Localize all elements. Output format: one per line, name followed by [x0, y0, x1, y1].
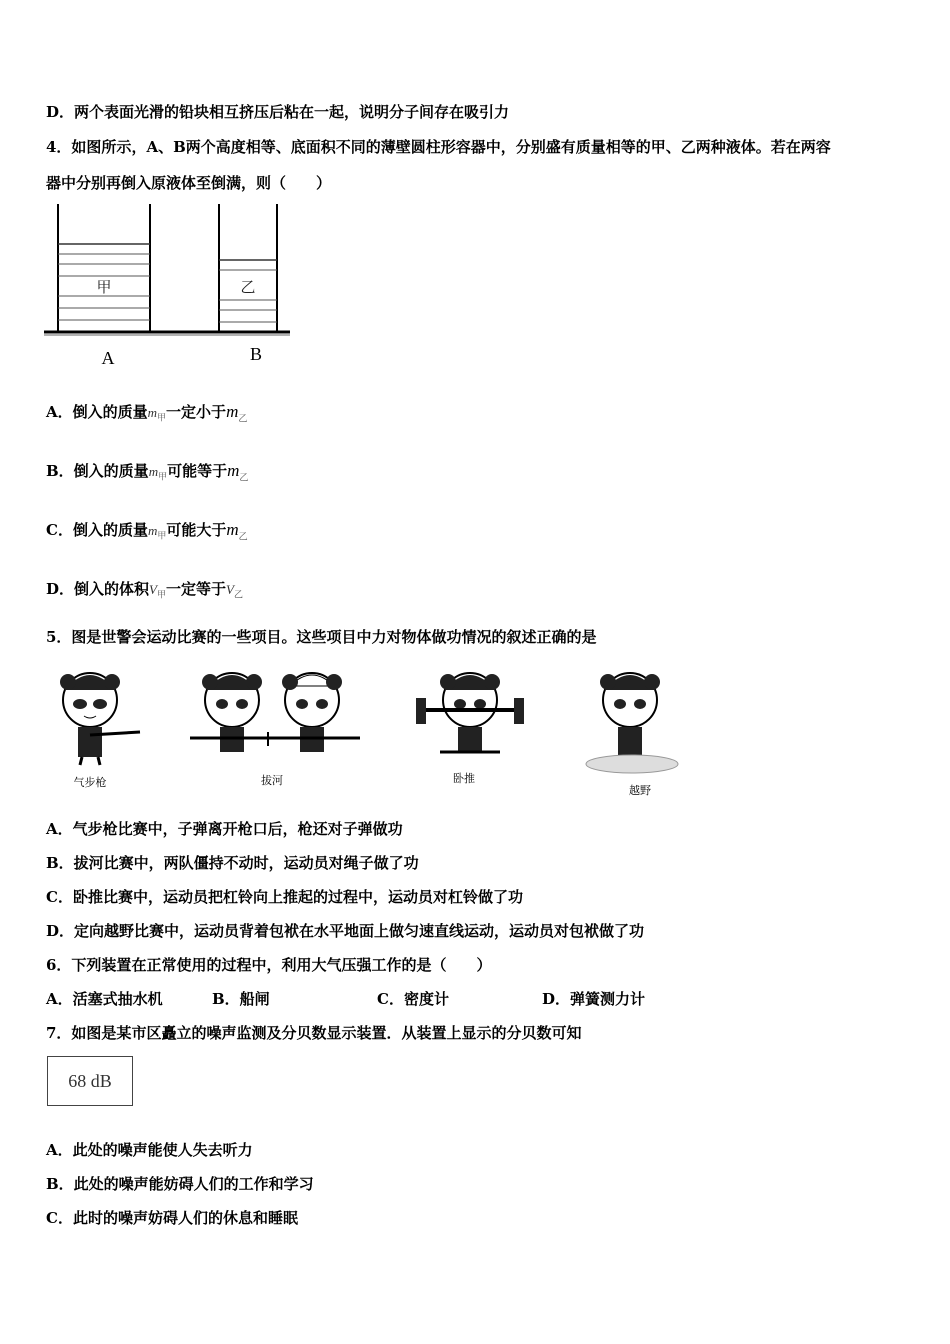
panda-bench-press-icon — [416, 673, 524, 752]
q7-stem: 7．如图是某市区矗立的噪声监测及分贝数显示装置．从装置上显示的分贝数可知 — [46, 1024, 582, 1042]
decibel-display: 68 dB — [47, 1056, 133, 1106]
q6-option-b: B．船闸 — [212, 990, 270, 1008]
q5-sports-figure — [50, 660, 710, 800]
q5-option-d: D．定向越野比赛中，运动员背着包袱在水平地面上做匀速直线运动，运动员对包袱做了功 — [46, 922, 645, 940]
q6-option-d: D．弹簧测力计 — [542, 990, 646, 1008]
q7-option-a: A．此处的噪声能使人失去听力 — [46, 1141, 253, 1159]
q6-option-a: A．活塞式抽水机 — [46, 990, 163, 1008]
q4-stem-line2: 器中分别再倒入原液体至倒满，则（ ） — [46, 174, 332, 192]
q5-option-c: C．卧推比赛中，运动员把杠铃向上推起的过程中，运动员对杠铃做了功 — [46, 888, 523, 906]
q5-option-a: A．气步枪比赛中，子弹离开枪口后，枪还对子弹做功 — [46, 820, 403, 838]
q4-container-figure — [40, 200, 300, 375]
q6-stem: 6．下列装置在正常使用的过程中，利用大气压强工作的是（ ） — [46, 956, 492, 974]
liquid-a-label: 甲 — [96, 280, 112, 296]
caption-bench: 卧推 — [453, 772, 475, 785]
q4-option-d: D．倒入的体积$V_甲$一定等于$V_乙$ — [46, 580, 243, 600]
liquid-b-label: 乙 — [240, 280, 256, 296]
q3-option-d: D．两个表面光滑的铅块相互挤压后粘在一起，说明分子间存在吸引力 — [46, 103, 510, 121]
q5-option-b: B．拔河比赛中，两队僵持不动时，运动员对绳子做了功 — [46, 854, 419, 872]
q4-option-c: C．倒入的质量$m_甲$可能大于$m_乙$ — [46, 520, 248, 542]
caption-orienteering: 越野 — [629, 784, 651, 797]
q4-option-a: A．倒入的质量$m_甲$一定小于$m_乙$ — [46, 402, 248, 424]
panda-tug-of-war-icon — [190, 673, 360, 752]
q4-option-b: B．倒入的质量$m_甲$可能等于$m_乙$ — [46, 461, 249, 483]
container-b-label: B — [249, 344, 263, 364]
q6-option-c: C．密度计 — [377, 990, 449, 1008]
caption-rifle: 气步枪 — [73, 776, 107, 789]
container-a-label: A — [101, 348, 115, 368]
q5-stem: 5．图是世警会运动比赛的一些项目。这些项目中力对物体做功情况的叙述正确的是 — [46, 628, 597, 646]
panda-rifle-icon — [60, 673, 140, 765]
q7-option-b: B．此处的噪声能妨碍人们的工作和学习 — [46, 1175, 314, 1193]
panda-orienteering-icon — [586, 673, 678, 773]
q7-option-c: C．此时的噪声妨碍人们的休息和睡眠 — [46, 1209, 298, 1227]
q4-stem-line1: 4．如图所示，A、B两个高度相等、底面积不同的薄壁圆柱形容器中，分别盛有质量相等的甲、乙两种液体。若在两容 — [46, 138, 831, 156]
caption-tug: 拔河 — [261, 774, 283, 787]
